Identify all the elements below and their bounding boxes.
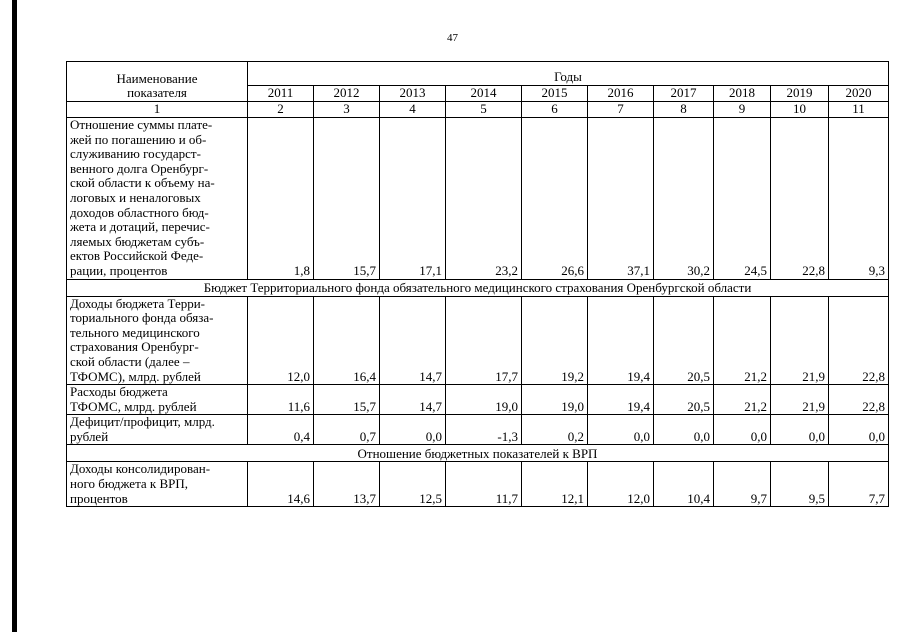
value-cell: 21,2: [714, 385, 771, 415]
value-cell: 13,7: [314, 462, 380, 507]
value-cell: 0,2: [522, 415, 588, 445]
value-cell: 15,7: [314, 118, 380, 280]
value-cell: 19,0: [522, 385, 588, 415]
value-cell: 22,8: [771, 118, 829, 280]
indicator-label-line: ектов Российской Феде-: [70, 248, 204, 264]
value-cell: 20,5: [654, 385, 714, 415]
column-number-cell: 5: [446, 102, 522, 118]
value-cell: 17,1: [380, 118, 446, 280]
table-row: [67, 385, 889, 415]
indicator-name-header-line: показателя: [127, 85, 187, 101]
indicator-label-line: ляемых бюджетам субъ-: [70, 233, 205, 249]
indicator-label-line: тельного медицинского: [70, 324, 200, 340]
value-cell: 22,8: [829, 296, 889, 385]
page-number: 47: [447, 32, 458, 44]
indicator-label-line: ТФОМС), млрд. рублей: [70, 368, 201, 384]
indicator-label-line: ториального фонда обяза-: [70, 310, 214, 326]
table-row: [67, 415, 889, 445]
indicator-name-header-line: Наименование: [116, 70, 198, 86]
year-header-cell: 2016: [588, 86, 654, 102]
value-cell: 21,2: [714, 296, 771, 385]
year-header-cell: 2011: [248, 86, 314, 102]
indicator-label-line: рублей: [70, 428, 109, 444]
value-cell: 0,0: [588, 415, 654, 445]
column-number-row: [67, 102, 889, 118]
indicator-label: [67, 118, 248, 280]
section-title: Отношение бюджетных показателей к ВРП: [67, 445, 889, 462]
year-header-cell: 2018: [714, 86, 771, 102]
value-cell: 17,7: [446, 296, 522, 385]
year-header-cell: 2020: [829, 86, 889, 102]
column-number-cell: 9: [714, 102, 771, 118]
indicator-label-line: логовых и неналоговых: [70, 189, 201, 205]
indicator-label: [67, 415, 248, 445]
section-row: [67, 445, 889, 462]
indicator-label-line: доходов областного бюд-: [70, 204, 209, 220]
indicator-label-line: венного долга Оренбург-: [70, 160, 209, 176]
value-cell: 37,1: [588, 118, 654, 280]
value-cell: 19,4: [588, 385, 654, 415]
value-cell: 26,6: [522, 118, 588, 280]
value-cell: 11,6: [248, 385, 314, 415]
indicator-label-line: рации, процентов: [70, 262, 168, 278]
value-cell: 22,8: [829, 385, 889, 415]
column-number-cell: 11: [829, 102, 889, 118]
column-number-cell: 1: [67, 102, 248, 118]
binding-edge: [12, 0, 17, 632]
indicator-label: [67, 462, 248, 507]
value-cell: 12,0: [248, 296, 314, 385]
value-cell: 20,5: [654, 296, 714, 385]
indicator-label-line: служиванию государст-: [70, 146, 201, 162]
value-cell: 0,7: [314, 415, 380, 445]
indicator-label-line: страхования Оренбург-: [70, 339, 199, 355]
table-row: [67, 118, 889, 280]
value-cell: 14,6: [248, 462, 314, 507]
value-cell: 24,5: [714, 118, 771, 280]
value-cell: 7,7: [829, 462, 889, 507]
column-number-cell: 2: [248, 102, 314, 118]
value-cell: 21,9: [771, 385, 829, 415]
value-cell: 14,7: [380, 385, 446, 415]
budget-indicators-table: [66, 61, 889, 507]
value-cell: 15,7: [314, 385, 380, 415]
value-cell: 0,0: [829, 415, 889, 445]
indicator-label-line: Отношение суммы плате-: [70, 117, 213, 132]
indicator-label-line: Доходы бюджета Терри-: [70, 296, 205, 311]
value-cell: 21,9: [771, 296, 829, 385]
value-cell: 11,7: [446, 462, 522, 507]
value-cell: -1,3: [446, 415, 522, 445]
year-header-cell: 2017: [654, 86, 714, 102]
value-cell: 9,5: [771, 462, 829, 507]
year-header-cell: 2013: [380, 86, 446, 102]
indicator-label-line: Расходы бюджета: [70, 384, 168, 400]
column-number-cell: 3: [314, 102, 380, 118]
column-number-cell: 7: [588, 102, 654, 118]
value-cell: 23,2: [446, 118, 522, 280]
indicator-label: [67, 385, 248, 415]
indicator-label-line: ТФОМС, млрд. рублей: [70, 398, 197, 414]
indicator-label-line: ного бюджета к ВРП,: [70, 476, 189, 492]
value-cell: 14,7: [380, 296, 446, 385]
column-number-cell: 6: [522, 102, 588, 118]
value-cell: 16,4: [314, 296, 380, 385]
indicator-label-line: жета и дотаций, перечис-: [70, 219, 210, 235]
indicator-label-line: процентов: [70, 490, 128, 506]
value-cell: 19,2: [522, 296, 588, 385]
column-number-cell: 8: [654, 102, 714, 118]
year-header-cell: 2014: [446, 86, 522, 102]
table-row: [67, 296, 889, 385]
value-cell: 0,0: [714, 415, 771, 445]
indicator-name-header: [67, 62, 248, 102]
value-cell: 19,4: [588, 296, 654, 385]
indicator-label: [67, 296, 248, 385]
section-row: [67, 279, 889, 296]
table-row: [67, 462, 889, 507]
indicator-label-line: ской области (далее –: [70, 353, 190, 369]
year-header-cell: 2019: [771, 86, 829, 102]
years-header: Годы: [248, 62, 889, 86]
value-cell: 19,0: [446, 385, 522, 415]
value-cell: 0,0: [771, 415, 829, 445]
value-cell: 1,8: [248, 118, 314, 280]
header-row-years: [67, 62, 889, 86]
value-cell: 0,0: [380, 415, 446, 445]
indicator-label-line: жей по погашению и об-: [70, 131, 207, 147]
value-cell: 0,0: [654, 415, 714, 445]
year-header-cell: 2012: [314, 86, 380, 102]
value-cell: 0,4: [248, 415, 314, 445]
value-cell: 30,2: [654, 118, 714, 280]
indicator-label-line: Доходы консолидирован-: [70, 461, 211, 477]
value-cell: 10,4: [654, 462, 714, 507]
value-cell: 9,3: [829, 118, 889, 280]
year-header-cell: 2015: [522, 86, 588, 102]
value-cell: 12,5: [380, 462, 446, 507]
value-cell: 9,7: [714, 462, 771, 507]
indicator-label-line: Дефицит/профицит, млрд.: [70, 414, 215, 430]
column-number-cell: 4: [380, 102, 446, 118]
value-cell: 12,1: [522, 462, 588, 507]
indicator-label-line: ской области к объему на-: [70, 175, 215, 191]
value-cell: 12,0: [588, 462, 654, 507]
column-number-cell: 10: [771, 102, 829, 118]
section-title: Бюджет Территориального фонда обязательного медицинского страхования Оренбургской области: [67, 279, 889, 296]
